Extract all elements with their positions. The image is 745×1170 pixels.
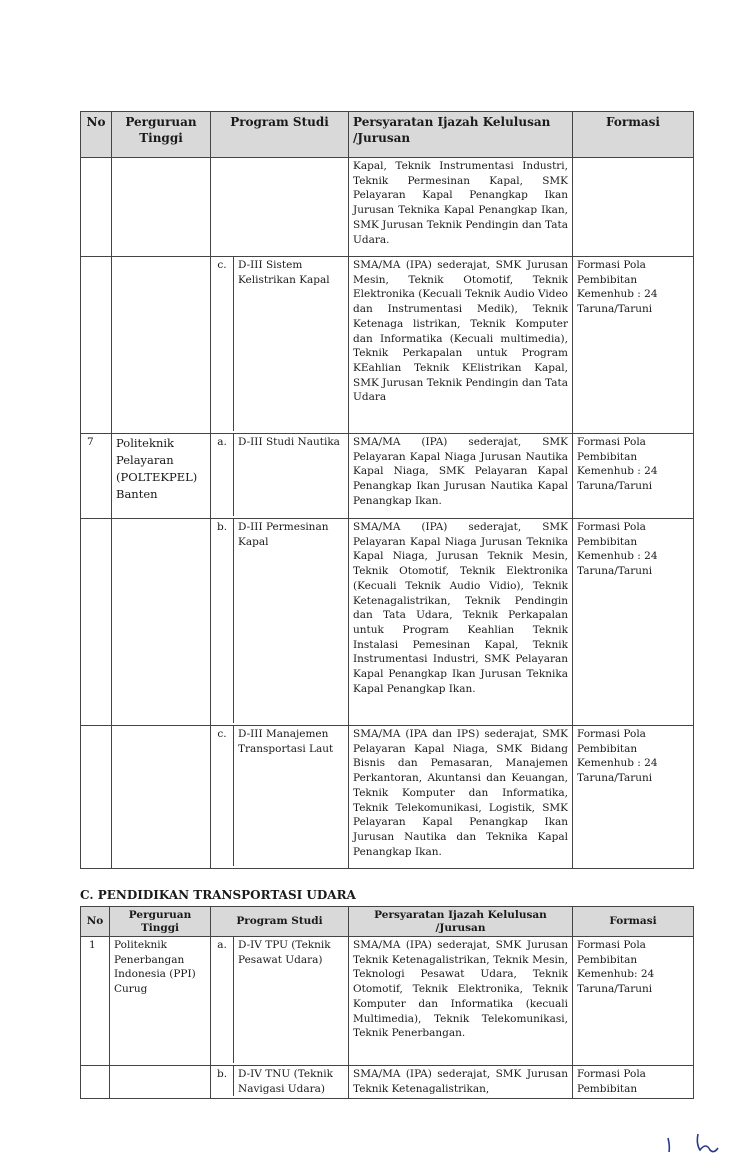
perguruan-cell: Politeknik Penerbangan Indonesia (PPI) Curug: [110, 937, 211, 1066]
program-cell: [211, 434, 349, 519]
persyaratan-cell: SMA/MA (IPA) sederajat, SMK Pelayaran Kapal Niaga Jurusan Nautika Kapal Niaga, SMK Pelayaran Kapal Penangkap Ikan Jurusan Nautika Kapal Penangkap Ikan.: [349, 434, 573, 519]
header-persyaratan: Persyaratan Ijazah Kelulusan /Jurusan: [349, 907, 573, 937]
header-formasi: Formasi: [573, 112, 694, 158]
program-name: D-III Sistem Kelistrikan Kapal: [233, 257, 348, 431]
program-letter: c.: [217, 728, 227, 740]
program-cell: [211, 1066, 349, 1099]
formasi-cell: Formasi Pola Pembibitan Kemenhub : 24 Taruna/Taruni: [573, 434, 694, 519]
header-persyaratan: Persyaratan Ijazah Kelulusan /Jurusan: [349, 112, 573, 158]
program-letter: c.: [217, 259, 227, 271]
formasi-cell: Formasi Pola Pembibitan: [573, 1066, 694, 1099]
program-name: D-III Permesinan Kapal: [233, 519, 348, 723]
header-program-studi: Program Studi: [211, 907, 349, 937]
program-name: D-IV TPU (Teknik Pesawat Udara): [233, 937, 348, 1063]
table-header-row: [81, 907, 694, 937]
table-row: [81, 519, 694, 726]
table-row: [81, 726, 694, 869]
formasi-cell: Formasi Pola Pembibitan Kemenhub: 24 Taruna/Taruni: [573, 937, 694, 1066]
table-row: [81, 434, 694, 519]
paraf-mark: [660, 1128, 730, 1156]
program-cell: [211, 257, 349, 434]
program-letter: b.: [216, 1068, 228, 1080]
header-program-studi: Program Studi: [211, 112, 349, 158]
section-title: C. PENDIDIKAN TRANSPORTASI UDARA: [80, 888, 356, 902]
no-cell: 7: [81, 434, 112, 519]
formasi-cell: Formasi Pola Pembibitan Kemenhub : 24 Taruna/Taruni: [573, 257, 694, 434]
program-cell: [211, 937, 349, 1066]
table-row: [81, 937, 694, 1066]
program-name: D-III Studi Nautika: [233, 434, 348, 516]
table-header-row: [81, 112, 694, 158]
program-letter: a.: [217, 939, 227, 951]
program-cell: [211, 519, 349, 726]
program-letter: a.: [217, 436, 227, 448]
program-name: D-III Manajemen Transportasi Laut: [233, 726, 348, 866]
persyaratan-cell: SMA/MA (IPA) sederajat, SMK Jurusan Teknik Ketenagalistrikan,: [349, 1066, 573, 1099]
table-politeknik-pelayaran: [80, 111, 694, 869]
table-row: [81, 1066, 694, 1099]
persyaratan-cell: SMA/MA (IPA dan IPS) sederajat, SMK Pelayaran Kapal Niaga, SMK Bidang Bisnis dan Pemasaran, Manajemen Perkantoran, Akuntansi dan Keuangan, Teknik Komputer dan Informatika, Teknik Telekomunikasi, Logistik, SMK Pelayaran Kapal Penangkap Ikan Jurusan Nautika dan Teknika Kapal Penangkap Ikan.: [349, 726, 573, 869]
table-row: [81, 257, 694, 434]
program-name: D-IV TNU (Teknik Navigasi Udara): [233, 1066, 348, 1096]
formasi-cell: Formasi Pola Pembibitan Kemenhub : 24 Taruna/Taruni: [573, 519, 694, 726]
no-cell: 1: [81, 937, 110, 1066]
program-letter: b.: [216, 521, 228, 533]
header-no: No: [81, 907, 110, 937]
formasi-cell: Formasi Pola Pembibitan Kemenhub : 24 Taruna/Taruni: [573, 726, 694, 869]
persyaratan-cell: Kapal, Teknik Instrumentasi Industri, Teknik Permesinan Kapal, SMK Pelayaran Kapal Penangkap Ikan Jurusan Teknika Kapal Penangkap Ikan, SMK Jurusan Teknik Pendingin dan Tata Udara.: [349, 158, 573, 257]
table-row: [81, 158, 694, 257]
header-formasi: Formasi: [573, 907, 694, 937]
persyaratan-cell: SMA/MA (IPA) sederajat, SMK Jurusan Mesin, Teknik Otomotif, Teknik Elektronika (Kecuali Teknik Audio Video dan Instrumentasi Medik), Teknik Ketenaga listrikan, Teknik Komputer dan Informatika (Kecuali multimedia), Teknik Perkapalan untuk Program KEahlian Teknik KElistrikan Kapal, SMK Jurusan Teknik Pendingin dan Tata Udara: [349, 257, 573, 434]
header-perguruan-tinggi: Perguruan Tinggi: [112, 112, 211, 158]
persyaratan-cell: SMA/MA (IPA) sederajat, SMK Jurusan Teknik Ketenagalistrikan, Teknik Mesin, Teknologi Pesawat Udara, Teknik Otomotif, Teknik Elektronika, Teknik Komputer dan Informatika (kecuali Multimedia), Teknik Telekomunikasi, Teknik Penerbangan.: [349, 937, 573, 1066]
persyaratan-cell: SMA/MA (IPA) sederajat, SMK Pelayaran Kapal Niaga Jurusan Teknika Kapal Niaga, Jurusan Teknik Mesin, Teknik Otomotif, Teknik Elektronika (Kecuali Teknik Audio Vidio), Teknik Ketenagalistrikan, Teknik Pendingin dan Tata Udara, Teknik Perkapalan untuk Program Keahlian Teknik Instalasi Pemesinan Kapal, Teknik Instrumentasi Industri, SMK Pelayaran Kapal Penangkap Ikan Jurusan Teknika Kapal Penangkap Ikan.: [349, 519, 573, 726]
program-cell: [211, 726, 349, 869]
header-no: No: [81, 112, 112, 158]
table-transportasi-udara: [80, 906, 694, 1099]
perguruan-cell: Politeknik Pelayaran (POLTEKPEL) Banten: [112, 434, 211, 519]
header-perguruan-tinggi: Perguruan Tinggi: [110, 907, 211, 937]
